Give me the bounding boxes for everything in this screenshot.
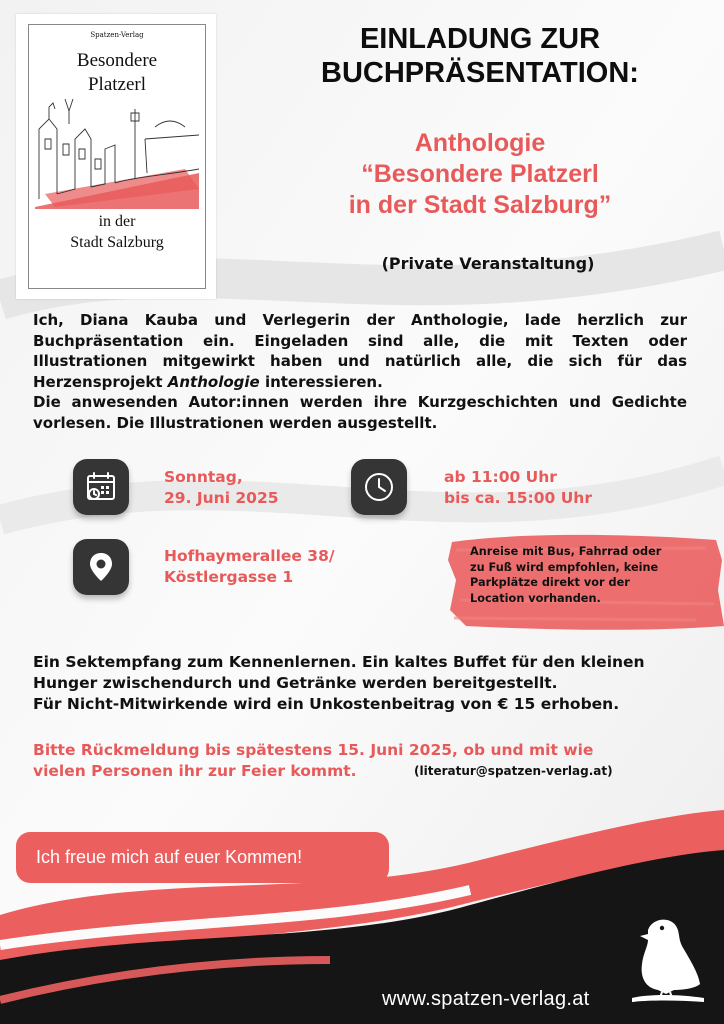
website-link[interactable]: www.spatzen-verlag.at bbox=[382, 988, 590, 1010]
date-line: Sonntag, bbox=[164, 468, 243, 486]
street-sketch-illustration bbox=[35, 99, 199, 209]
book-cover-inner bbox=[28, 24, 206, 289]
cover-subtitle-line: Stadt Salzburg bbox=[70, 234, 164, 251]
private-event-note: (Private Veranstaltung) bbox=[381, 254, 595, 273]
note-line: Anreise mit Bus, Fahrrad oder bbox=[470, 545, 662, 558]
address-line: Köstlergasse 1 bbox=[164, 568, 294, 586]
invitation-title bbox=[236, 22, 724, 90]
time-line: bis ca. 15:00 Uhr bbox=[444, 489, 592, 507]
cover-title-line: Platzerl bbox=[87, 74, 147, 95]
intro-paragraph bbox=[33, 310, 687, 433]
travel-note bbox=[470, 544, 724, 606]
anthology-title bbox=[270, 128, 690, 221]
event-time bbox=[444, 467, 592, 509]
address-line: Hofhaymerallee 38/ bbox=[164, 547, 335, 565]
clock-icon bbox=[351, 459, 407, 515]
sparrow-logo-icon bbox=[618, 910, 714, 1010]
book-cover bbox=[16, 14, 216, 299]
calendar-icon bbox=[73, 459, 129, 515]
details-line: Für Nicht-Mitwirkende wird ein Unkostenbeitrag von € 15 erhoben. bbox=[33, 695, 620, 713]
subtitle-line: Anthologie bbox=[414, 129, 546, 157]
rsvp-line: vielen Personen ihr zur Feier kommt. bbox=[33, 762, 357, 780]
cover-publisher: Spatzen-Verlag bbox=[90, 31, 144, 39]
details-line: Ein Sektempfang zum Kennenlernen. Ein kaltes Buffet für den kleinen bbox=[33, 653, 645, 671]
cover-subtitle bbox=[29, 211, 205, 253]
cover-title-line: Besondere bbox=[76, 50, 158, 71]
rsvp-email: (literatur@spatzen-verlag.at) bbox=[414, 764, 613, 778]
intro-text: Die anwesenden Autor:innen werden ihre Kurzgeschichten und Gedichte vorlesen. Die Illustrationen werden ausgestellt. bbox=[33, 393, 687, 432]
date-line: 29. Juni 2025 bbox=[164, 489, 279, 507]
intro-text: interessieren. bbox=[259, 372, 383, 391]
intro-italic: Anthologie bbox=[167, 372, 260, 391]
title-line: BUCHPRÄSENTATION: bbox=[321, 57, 639, 89]
location-pin-icon bbox=[73, 539, 129, 595]
subtitle-line: “Besondere Platzerl bbox=[361, 160, 599, 188]
closing-banner: Ich freue mich auf euer Kommen! bbox=[16, 832, 389, 883]
event-date bbox=[164, 467, 279, 509]
cover-title bbox=[29, 49, 205, 97]
cover-subtitle-line: in der bbox=[98, 213, 136, 230]
time-line: ab 11:00 Uhr bbox=[444, 468, 557, 486]
details-paragraph bbox=[33, 652, 693, 715]
title-line: EINLADUNG ZUR bbox=[359, 23, 601, 55]
details-line: Hunger zwischendurch und Getränke werden bereitgestellt. bbox=[33, 674, 558, 692]
note-line: Location vorhanden. bbox=[470, 591, 601, 605]
subtitle-line: in der Stadt Salzburg” bbox=[348, 191, 612, 219]
note-line: Parkplätze direkt vor der bbox=[470, 576, 630, 589]
event-address bbox=[164, 546, 335, 588]
note-line: zu Fuß wird empfohlen, keine bbox=[470, 560, 659, 574]
rsvp-line: Bitte Rückmeldung bis spätestens 15. Juni 2025, ob und mit wie bbox=[33, 741, 594, 759]
intro-text: Ich, Diana Kauba und Verlegerin der Anthologie, lade herzlich zur Buchpräsentation ein. Eingeladen sind alle, die mit Texten oder Illustrationen mitgewirkt haben und natürlich alle, die sich für das Herzensprojekt bbox=[33, 311, 687, 391]
